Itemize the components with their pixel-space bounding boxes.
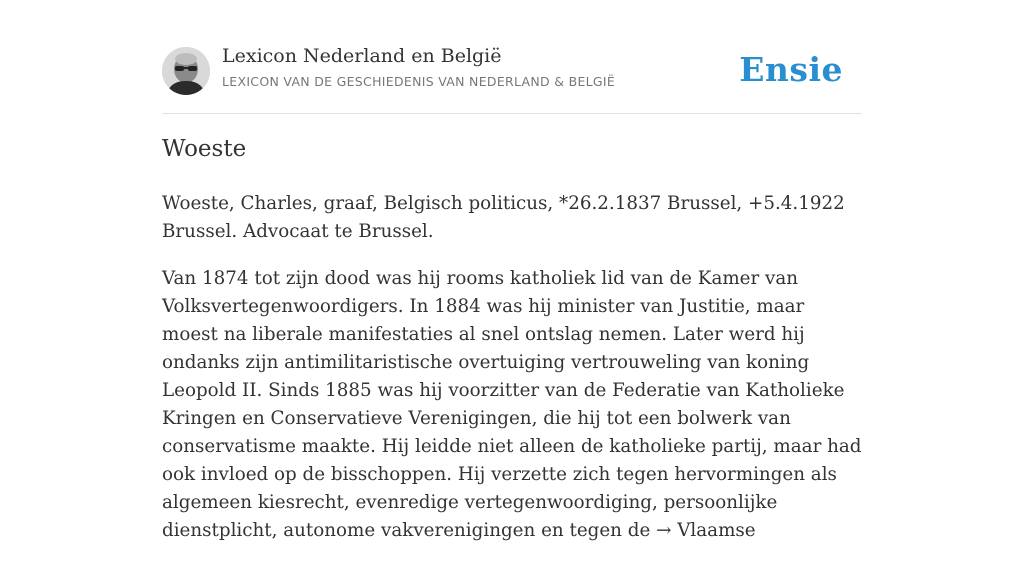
- article-paragraph: Woeste, Charles, graaf, Belgisch politicus, *26.2.1837 Brussel, +5.4.1922 Brussel. Advocaat te Brussel.: [162, 193, 845, 242]
- arrow-right-icon: →: [656, 520, 672, 541]
- page-title: Woeste: [162, 136, 247, 162]
- article-paragraph: [162, 265, 864, 545]
- person-photo-icon: [162, 47, 210, 95]
- article-paragraph-text: Van 1874 tot zijn dood was hij rooms katholiek lid van de Kamer van Volksvertegenwoordigers. In 1884 was hij minister van Justitie, maar moest na liberale manifestaties al snel ontslag nemen. Later werd hij ondanks zijn antimilitaristische overtuiging vertrouweling van koning Leopold II. Sinds 1885 was hij voorzitter van de Federatie van Katholieke Kringen en Conservatieve Verenigingen, die hij tot een bolwerk van conservatisme maakte. Hij leidde niet alleen de katholieke partij, maar had ook invloed op de bisschoppen. Hij verzette zich tegen hervormingen als algemeen kiesrecht, evenredige vertegenwoordiging, persoonlijke dienstplicht, autonome vakverenigingen en tegen de: [162, 268, 862, 541]
- crossref-link[interactable]: Vlaamse: [677, 520, 756, 541]
- page: [162, 0, 862, 541]
- avatar[interactable]: [162, 47, 210, 95]
- article-body: [162, 190, 864, 564]
- ensie-logo[interactable]: Ensie: [739, 50, 843, 89]
- source-subtitle: LEXICON VAN DE GESCHIEDENIS VAN NEDERLAND & BELGIË: [222, 74, 616, 89]
- source-header: [162, 0, 862, 114]
- source-name[interactable]: Lexicon Nederland en België: [222, 45, 502, 67]
